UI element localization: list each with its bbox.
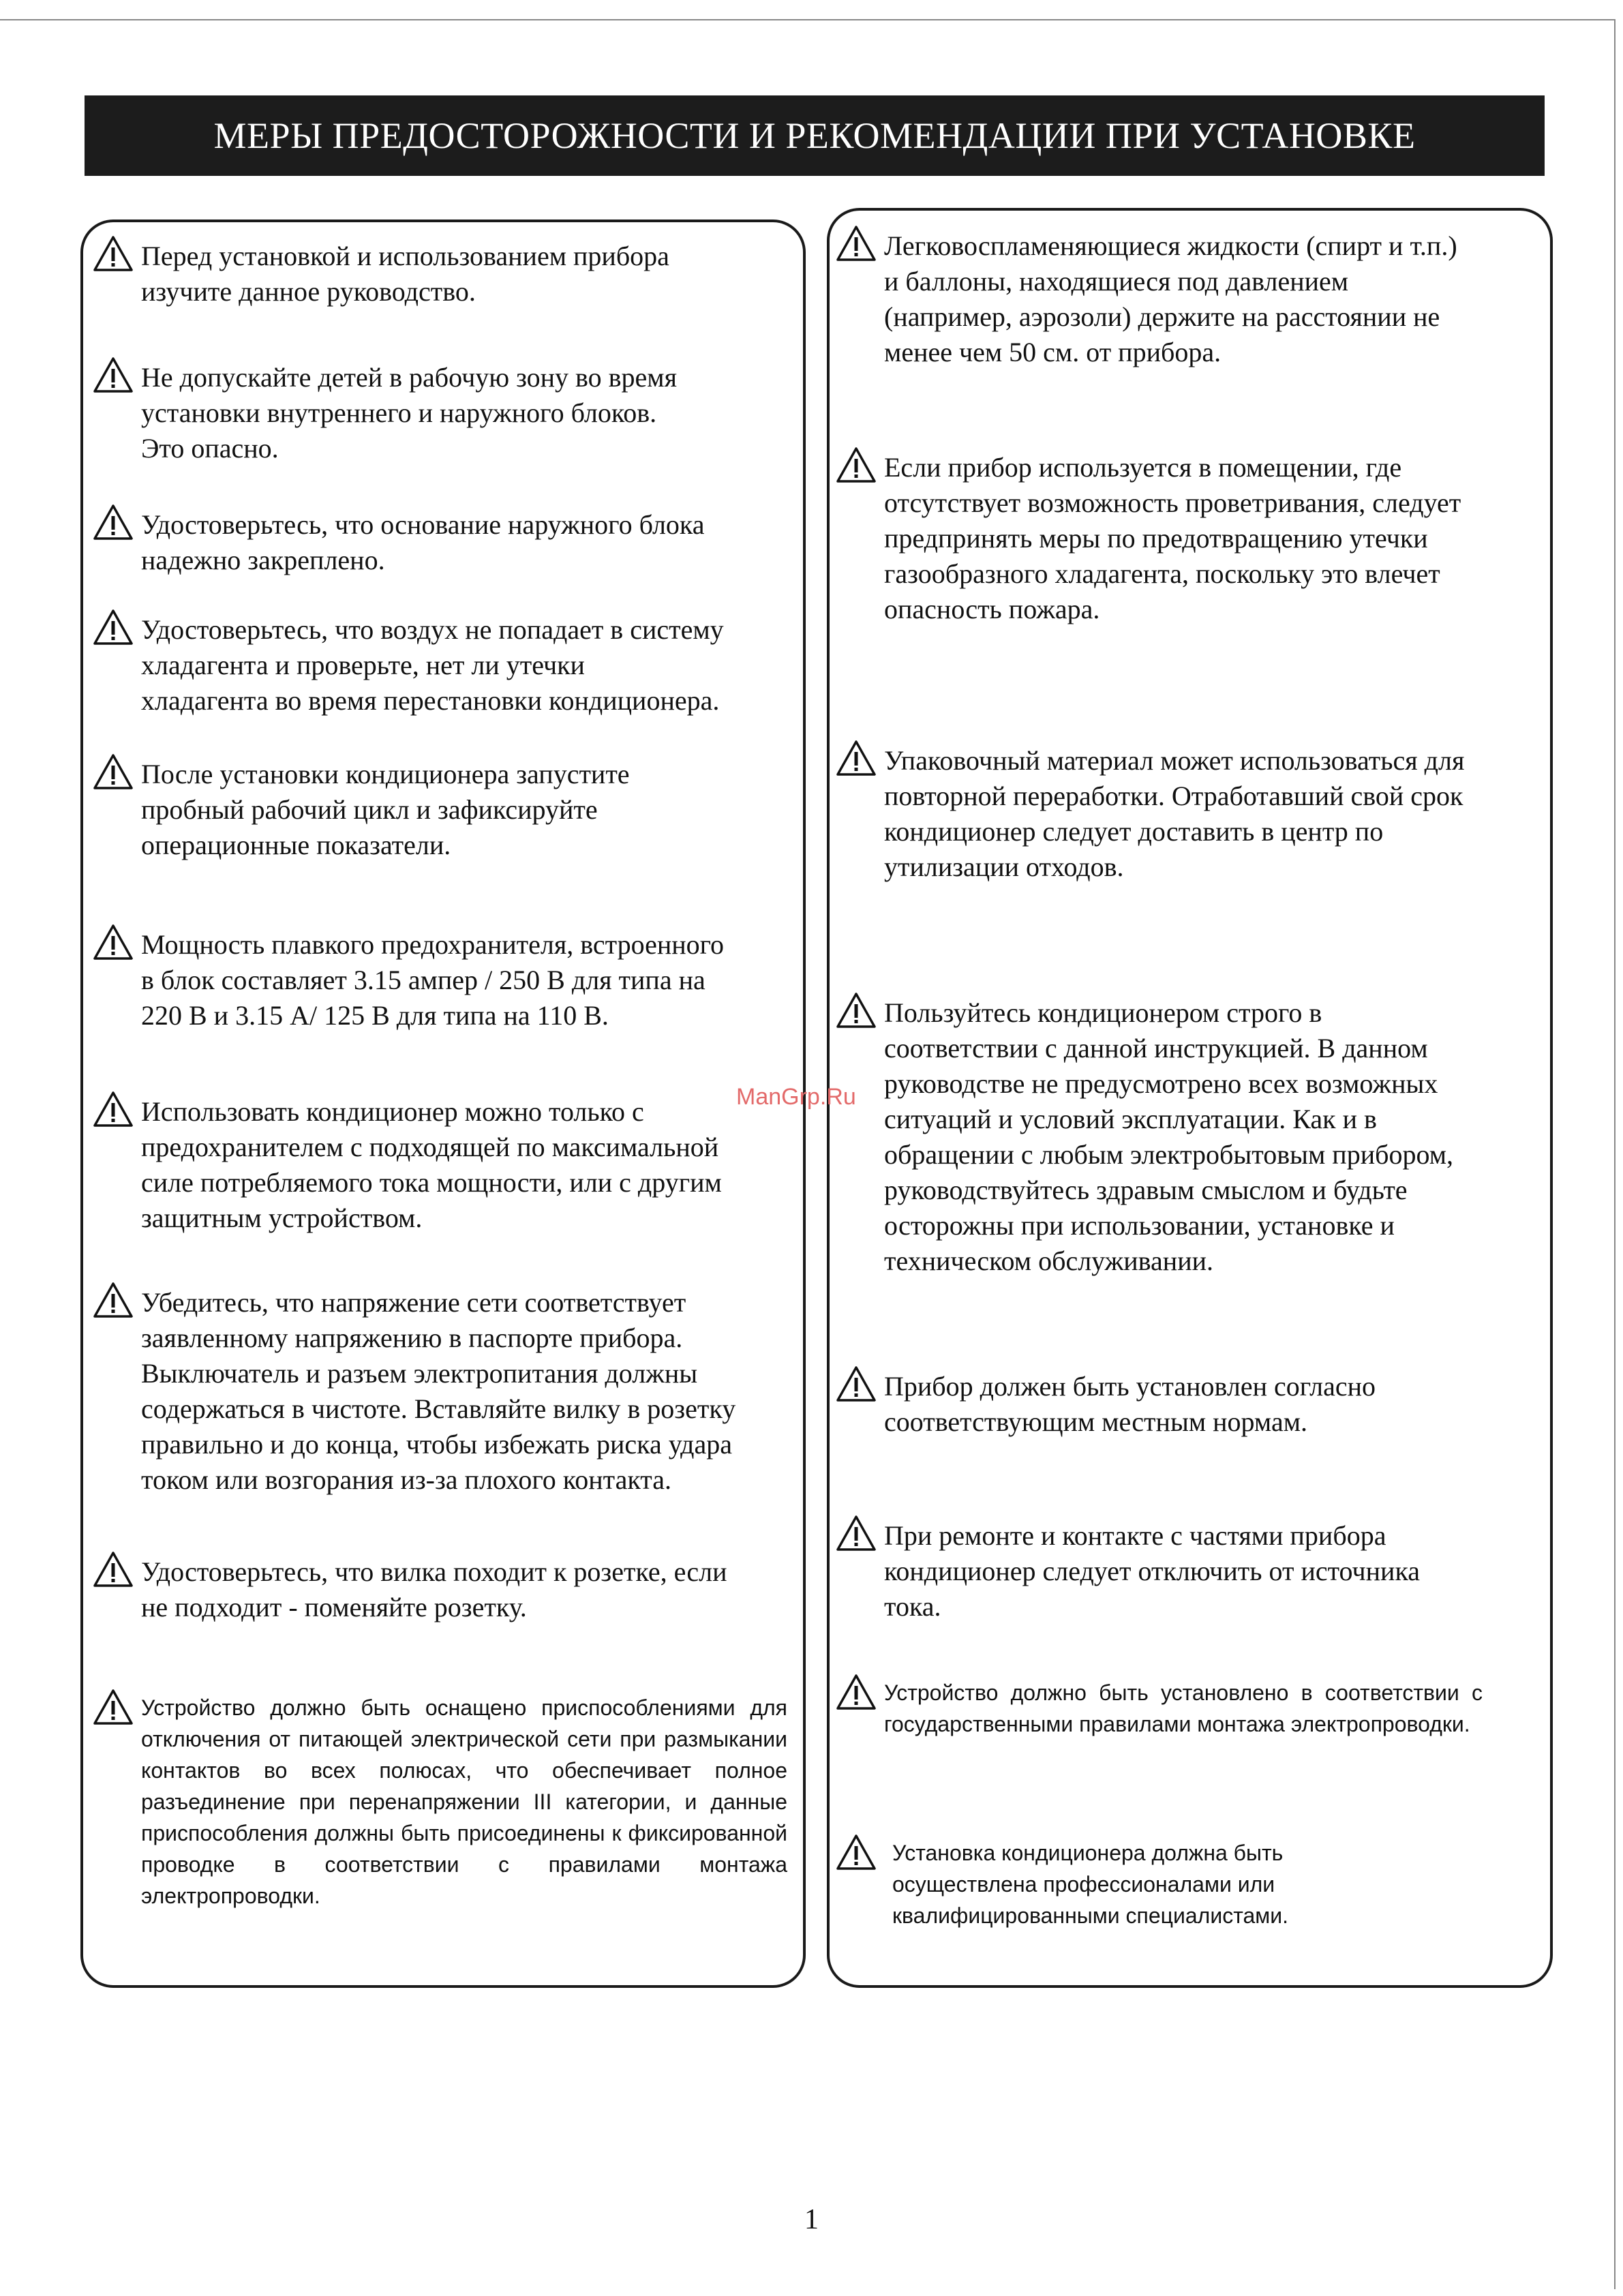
warning-triangle-icon bbox=[92, 235, 134, 273]
precaution-item: Удостоверьтесь, что основание наружного блока надежно закреплено. bbox=[92, 507, 780, 578]
precaution-item: Установка кондиционера должна быть осуществлена профессионалами или квалифицированными специалистами. bbox=[835, 1837, 1517, 1931]
precaution-item: Не допускайте детей в рабочую зону во время установки внутреннего и наружного блоков. Это опасно. bbox=[92, 360, 780, 466]
warning-triangle-icon bbox=[92, 356, 134, 394]
precaution-item: Удостоверьтесь, что воздух не попадает в систему хладагента и проверьте, нет ли утечки хладагента во время перестановки кондиционера. bbox=[92, 612, 794, 719]
precaution-item: Устройство должно быть установлено в соответствии с государственными правилами монтажа электропроводки. bbox=[835, 1677, 1483, 1740]
warning-triangle-icon bbox=[92, 608, 134, 646]
warning-triangle-icon bbox=[92, 503, 134, 541]
warning-triangle-icon bbox=[835, 1673, 877, 1711]
precaution-item: Перед установкой и использованием прибора изучите данное руководство. bbox=[92, 239, 780, 309]
precaution-item: Использовать кондиционер можно только с предохранителем с подходящей по максимальной силе потребляемого тока мощности, или с другим защитным устройством. bbox=[92, 1094, 794, 1236]
precaution-item: Устройство должно быть оснащено приспособлениями для отключения от питающей электрической сети при размыкании контактов во всех полюсах, что обеспечивает полное разъединение при перенапряжении III категории, и данные приспособления должны быть присоединены к фиксированной проводке в соответствии с правилами монтажа электропроводки. bbox=[92, 1692, 787, 1912]
precaution-item: Пользуйтесь кондиционером строго в соответствии с данной инструкцией. В данном руководстве не предусмотрено всех возможных ситуаций и условий эксплуатации. Как и в обращении с любым электробытовым прибором, руководствуйтесь здравым смыслом и будьте осторожны при использовании, установке и техническом обслуживании. bbox=[835, 995, 1544, 1279]
watermark: ManGrp.Ru bbox=[736, 1084, 856, 1110]
warning-triangle-icon bbox=[92, 1550, 134, 1588]
precaution-item: Если прибор используется в помещении, где отсутствует возможность проветривания, следует предпринять меры по предотвращению утечки газообразного хладагента, поскольку это влечет опасность пожара. bbox=[835, 450, 1544, 627]
warning-triangle-icon bbox=[835, 991, 877, 1029]
warning-triangle-icon bbox=[835, 1514, 877, 1552]
precaution-item: Убедитесь, что напряжение сети соответствует заявленному напряжению в паспорте прибора. Выключатель и разъем электропитания должны содержаться в чистоте. Вставляйте вилку в розетку правильно и до конца, чтобы избежать риска удара током или возгорания из-за плохого контакта. bbox=[92, 1285, 794, 1498]
warning-triangle-icon bbox=[835, 1365, 877, 1403]
warning-triangle-icon bbox=[92, 1281, 134, 1319]
precaution-item: После установки кондиционера запустите пробный рабочий цикл и зафиксируйте операционные показатели. bbox=[92, 757, 780, 863]
warning-triangle-icon bbox=[835, 739, 877, 777]
page-title: МЕРЫ ПРЕДОСТОРОЖНОСТИ И РЕКОМЕНДАЦИИ ПРИ УСТАНОВКЕ bbox=[213, 115, 1416, 156]
warning-triangle-icon bbox=[92, 1688, 134, 1726]
warning-triangle-icon bbox=[92, 923, 134, 961]
precaution-item: Удостоверьтесь, что вилка походит к розетке, если не подходит - поменяйте розетку. bbox=[92, 1554, 794, 1625]
page-number: 1 bbox=[804, 2204, 819, 2235]
warning-triangle-icon bbox=[92, 753, 134, 791]
warning-triangle-icon bbox=[835, 1833, 877, 1871]
precaution-item: Упаковочный материал может использоваться для повторной переработки. Отработавший свой срок кондиционер следует доставить в центр по утилизации отходов. bbox=[835, 743, 1544, 885]
precaution-item: При ремонте и контакте с частями прибора кондиционер следует отключить от источника тока. bbox=[835, 1518, 1544, 1625]
warning-triangle-icon bbox=[835, 446, 877, 484]
precaution-item: Легковоспламеняющиеся жидкости (спирт и т.п.) и баллоны, находящиеся под давлением (например, аэрозоли) держите на расстоянии не менее чем 50 см. от прибора. bbox=[835, 228, 1544, 370]
precaution-item: Мощность плавкого предохранителя, встроенного в блок составляет 3.15 ампер / 250 В для типа на 220 В и 3.15 А/ 125 В для типа на 110 В. bbox=[92, 927, 794, 1033]
precaution-item: Прибор должен быть установлен согласно соответствующим местным нормам. bbox=[835, 1369, 1544, 1440]
warning-triangle-icon bbox=[92, 1090, 134, 1128]
warning-triangle-icon bbox=[835, 224, 877, 262]
page-title-bar bbox=[85, 95, 1545, 176]
